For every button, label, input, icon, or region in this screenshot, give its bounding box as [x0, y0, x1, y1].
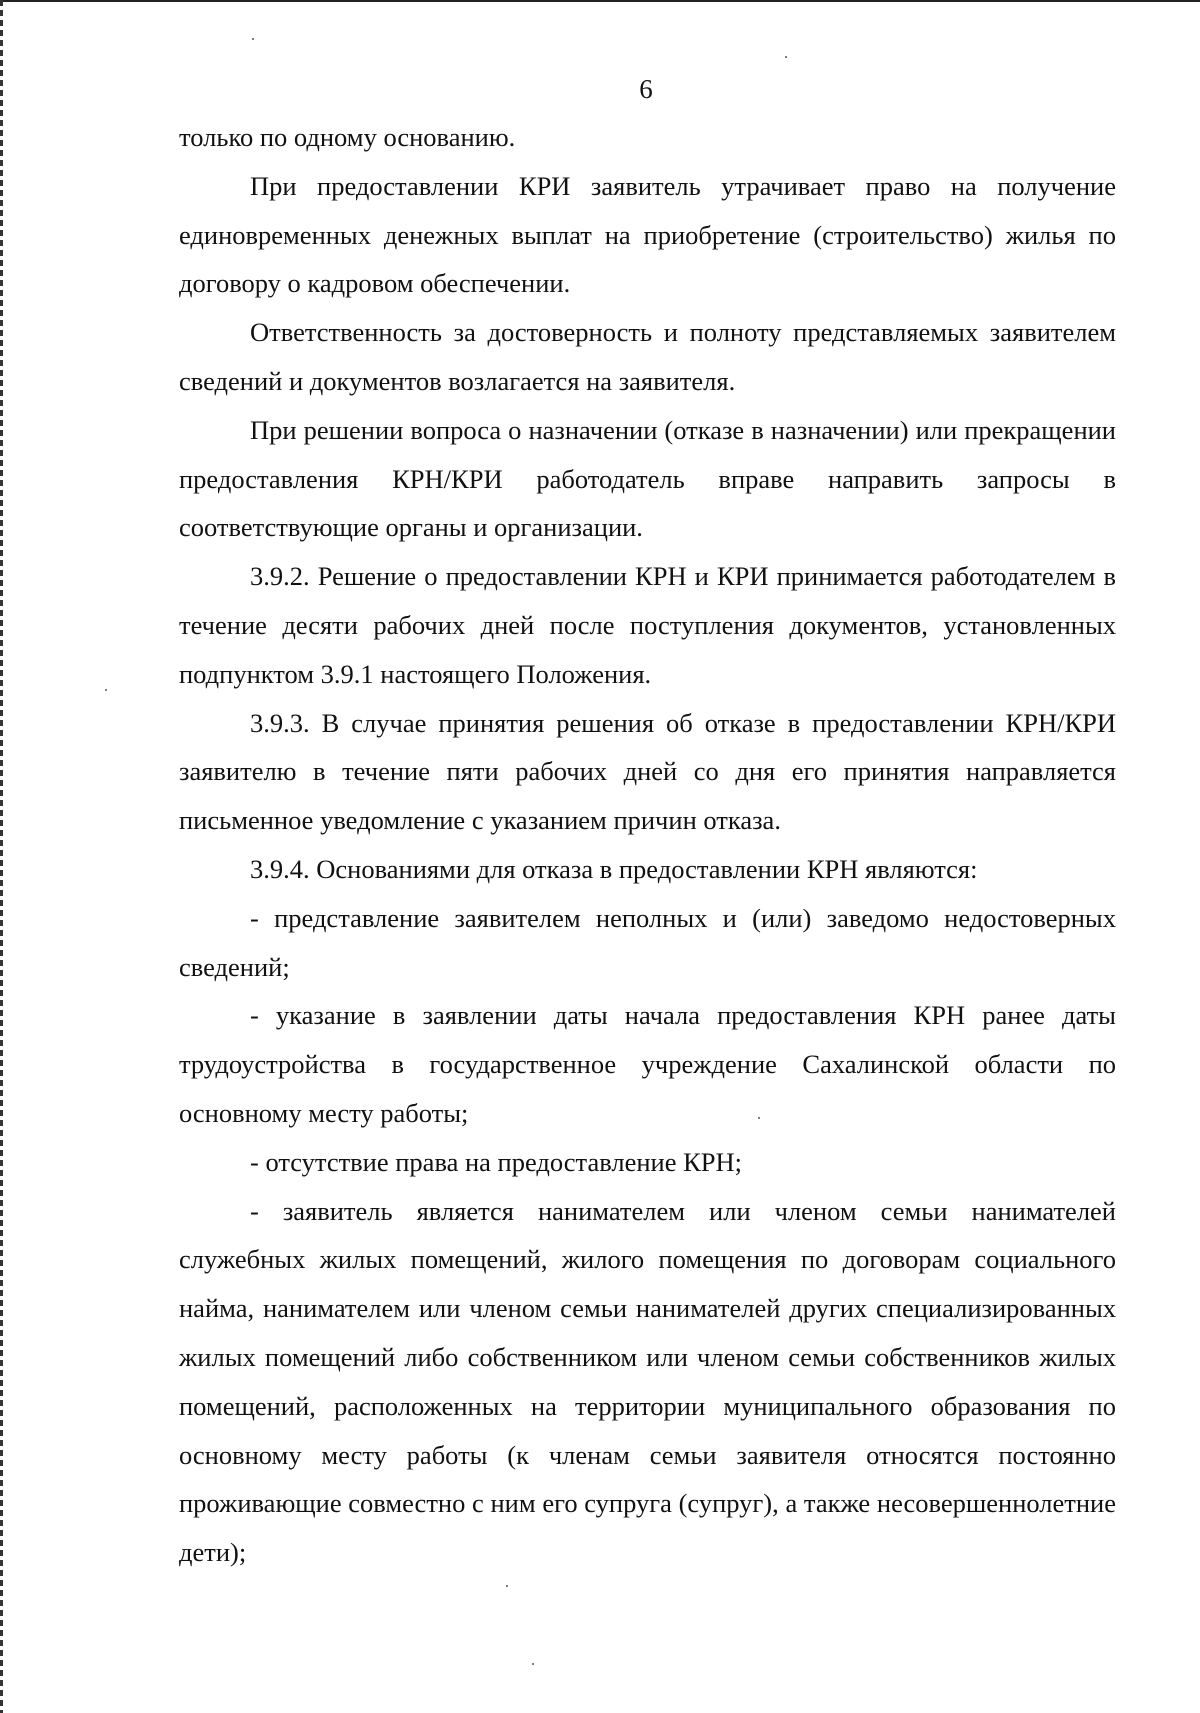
paragraph: 3.9.3. В случае принятия решения об отказе в предоставлении КРН/КРИ заявителю в течение пяти рабочих дней со дня его принятия направляется письменное уведомление с указанием причин отказа.: [179, 707, 1116, 836]
scan-speck: [532, 1663, 534, 1665]
paragraph: - представление заявителем неполных и (или) заведомо недостоверных сведений;: [179, 902, 1116, 982]
scan-left-edge: [0, 0, 3, 1713]
paragraph: 3.9.4. Основаниями для отказа в предоставлении КРН являются:: [250, 853, 978, 884]
paragraph: - отсутствие права на предоставление КРН;: [250, 1146, 743, 1177]
scan-top-edge: [0, 0, 1200, 2]
paragraph: - указание в заявлении даты начала предоставления КРН ранее даты трудоустройства в государственное учреждение Сахалинской области по основному месту работы;: [179, 1000, 1116, 1128]
scan-speck: [506, 1585, 508, 1587]
paragraph: При решении вопроса о назначении (отказе в назначении) или прекращении предоставления КРН/КРИ работодатель вправе направить запросы в соответствующие органы и организации.: [179, 414, 1116, 543]
paragraph: Ответственность за достоверность и полноту представляемых заявителем сведений и документов возлагается на заявителя.: [179, 317, 1116, 396]
scan-speck: [758, 1117, 760, 1119]
scan-speck: [252, 38, 254, 40]
paragraph: 3.9.2. Решение о предоставлении КРН и КРИ принимается работодателем в течение десяти рабочих дней после поступления документов, установленных подпунктом 3.9.1 настоящего Положения.: [179, 561, 1116, 689]
scan-speck: [785, 56, 787, 58]
page-number: 6: [639, 74, 653, 104]
scan-speck: [105, 689, 107, 691]
paragraph: только по одному основанию.: [179, 122, 516, 152]
body-text: [179, 113, 1116, 1577]
paragraph: При предоставлении КРИ заявитель утрачивает право на получение единовременных денежных выплат на приобретение (строительство) жилья по договору о кадровом обеспечении.: [179, 170, 1116, 299]
paragraph: - заявитель является нанимателем или членом семьи нанимателей служебных жилых помещений, жилого помещения по договорам социального найма, нанимателем или членом семьи нанимателей других специализированных жилых помещений либо собственником или членом семьи собственников жилых помещений, расположенных на территории муниципального образования по основному месту работы (к членам семьи заявителя относятся постоянно проживающие совместно с ним его супруга (супруг), а также несовершеннолетние дети);: [179, 1195, 1116, 1568]
